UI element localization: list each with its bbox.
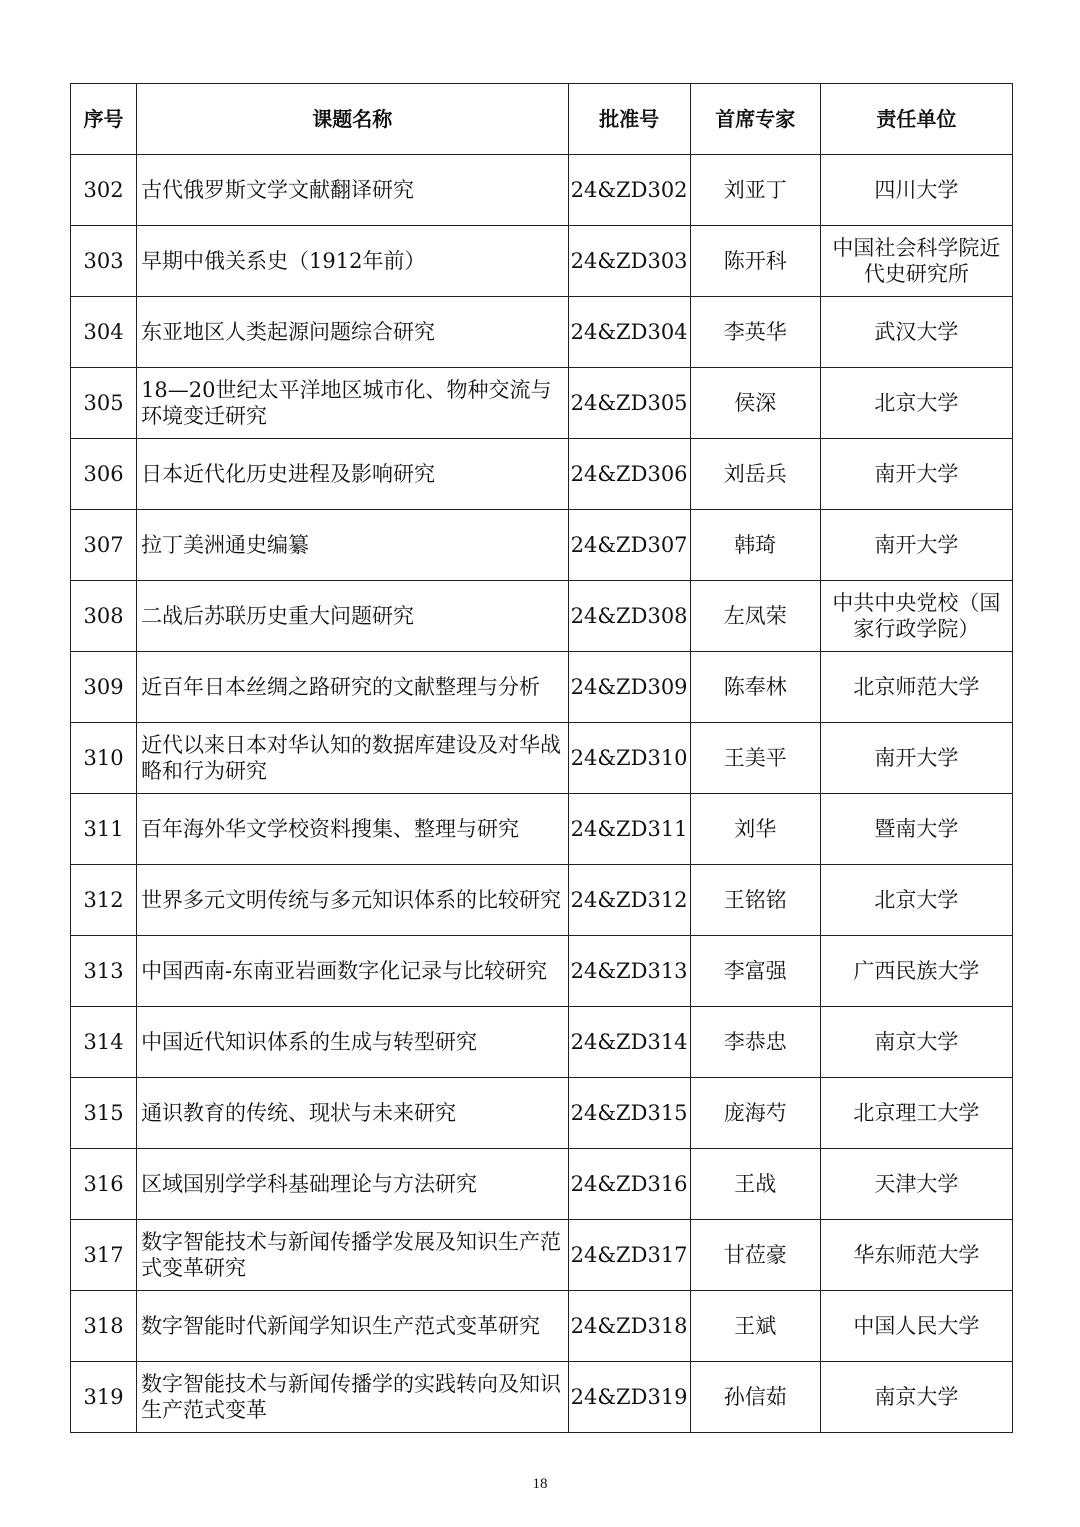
cell-title: 早期中俄关系史（1912年前） bbox=[137, 226, 568, 297]
table-row bbox=[71, 794, 1013, 865]
cell-unit: 中国社会科学院近代史研究所 bbox=[820, 226, 1012, 297]
cell-no: 312 bbox=[71, 865, 137, 936]
header-code: 批准号 bbox=[568, 84, 690, 155]
cell-unit: 华东师范大学 bbox=[820, 1220, 1012, 1291]
cell-expert: 左凤荣 bbox=[690, 581, 820, 652]
cell-unit: 广西民族大学 bbox=[820, 936, 1012, 1007]
cell-no: 304 bbox=[71, 297, 137, 368]
table-row bbox=[71, 652, 1013, 723]
cell-unit: 北京大学 bbox=[820, 865, 1012, 936]
table-row bbox=[71, 1007, 1013, 1078]
cell-expert: 庞海芍 bbox=[690, 1078, 820, 1149]
cell-no: 313 bbox=[71, 936, 137, 1007]
cell-title: 中国西南-东南亚岩画数字化记录与比较研究 bbox=[137, 936, 568, 1007]
cell-code: 24&ZD303 bbox=[568, 226, 690, 297]
cell-expert: 王战 bbox=[690, 1149, 820, 1220]
cell-expert: 李英华 bbox=[690, 297, 820, 368]
cell-expert: 陈开科 bbox=[690, 226, 820, 297]
cell-expert: 陈奉林 bbox=[690, 652, 820, 723]
cell-code: 24&ZD308 bbox=[568, 581, 690, 652]
cell-no: 307 bbox=[71, 510, 137, 581]
cell-expert: 甘莅豪 bbox=[690, 1220, 820, 1291]
header-no: 序号 bbox=[71, 84, 137, 155]
cell-code: 24&ZD305 bbox=[568, 368, 690, 439]
cell-expert: 王铭铭 bbox=[690, 865, 820, 936]
header-title: 课题名称 bbox=[137, 84, 568, 155]
cell-title: 古代俄罗斯文学文献翻译研究 bbox=[137, 155, 568, 226]
cell-no: 310 bbox=[71, 723, 137, 794]
cell-title: 数字智能技术与新闻传播学发展及知识生产范式变革研究 bbox=[137, 1220, 568, 1291]
cell-no: 316 bbox=[71, 1149, 137, 1220]
cell-code: 24&ZD313 bbox=[568, 936, 690, 1007]
cell-code: 24&ZD318 bbox=[568, 1291, 690, 1362]
cell-expert: 韩琦 bbox=[690, 510, 820, 581]
table-row bbox=[71, 510, 1013, 581]
cell-code: 24&ZD316 bbox=[568, 1149, 690, 1220]
cell-title: 二战后苏联历史重大问题研究 bbox=[137, 581, 568, 652]
cell-no: 314 bbox=[71, 1007, 137, 1078]
cell-unit: 四川大学 bbox=[820, 155, 1012, 226]
table-row bbox=[71, 865, 1013, 936]
cell-no: 302 bbox=[71, 155, 137, 226]
cell-no: 318 bbox=[71, 1291, 137, 1362]
cell-code: 24&ZD315 bbox=[568, 1078, 690, 1149]
cell-no: 319 bbox=[71, 1362, 137, 1433]
cell-code: 24&ZD309 bbox=[568, 652, 690, 723]
table-row bbox=[71, 368, 1013, 439]
cell-title: 数字智能时代新闻学知识生产范式变革研究 bbox=[137, 1291, 568, 1362]
table-row bbox=[71, 439, 1013, 510]
cell-title: 日本近代化历史进程及影响研究 bbox=[137, 439, 568, 510]
table-body bbox=[71, 155, 1013, 1433]
cell-title: 世界多元文明传统与多元知识体系的比较研究 bbox=[137, 865, 568, 936]
table-row bbox=[71, 1362, 1013, 1433]
cell-title: 数字智能技术与新闻传播学的实践转向及知识生产范式变革 bbox=[137, 1362, 568, 1433]
cell-unit: 北京大学 bbox=[820, 368, 1012, 439]
page-number: 18 bbox=[532, 1476, 548, 1492]
cell-unit: 中共中央党校（国家行政学院） bbox=[820, 581, 1012, 652]
table-row bbox=[71, 936, 1013, 1007]
header-unit: 责任单位 bbox=[820, 84, 1012, 155]
cell-unit: 武汉大学 bbox=[820, 297, 1012, 368]
cell-unit: 南开大学 bbox=[820, 723, 1012, 794]
table-row bbox=[71, 297, 1013, 368]
table-row bbox=[71, 1220, 1013, 1291]
cell-unit: 北京理工大学 bbox=[820, 1078, 1012, 1149]
cell-unit: 南京大学 bbox=[820, 1007, 1012, 1078]
cell-expert: 孙信茹 bbox=[690, 1362, 820, 1433]
cell-code: 24&ZD319 bbox=[568, 1362, 690, 1433]
cell-no: 317 bbox=[71, 1220, 137, 1291]
table-row bbox=[71, 1149, 1013, 1220]
cell-code: 24&ZD312 bbox=[568, 865, 690, 936]
cell-no: 306 bbox=[71, 439, 137, 510]
cell-code: 24&ZD311 bbox=[568, 794, 690, 865]
cell-unit: 中国人民大学 bbox=[820, 1291, 1012, 1362]
cell-expert: 刘亚丁 bbox=[690, 155, 820, 226]
cell-code: 24&ZD310 bbox=[568, 723, 690, 794]
cell-title: 区域国别学学科基础理论与方法研究 bbox=[137, 1149, 568, 1220]
cell-no: 305 bbox=[71, 368, 137, 439]
cell-title: 拉丁美洲通史编纂 bbox=[137, 510, 568, 581]
table-row bbox=[71, 155, 1013, 226]
cell-title: 近百年日本丝绸之路研究的文献整理与分析 bbox=[137, 652, 568, 723]
cell-code: 24&ZD317 bbox=[568, 1220, 690, 1291]
table-row bbox=[71, 723, 1013, 794]
cell-title: 东亚地区人类起源问题综合研究 bbox=[137, 297, 568, 368]
header-expert: 首席专家 bbox=[690, 84, 820, 155]
cell-expert: 李恭忠 bbox=[690, 1007, 820, 1078]
cell-title: 百年海外华文学校资料搜集、整理与研究 bbox=[137, 794, 568, 865]
cell-code: 24&ZD306 bbox=[568, 439, 690, 510]
cell-no: 315 bbox=[71, 1078, 137, 1149]
cell-title: 18—20世纪太平洋地区城市化、物种交流与环境变迁研究 bbox=[137, 368, 568, 439]
cell-code: 24&ZD302 bbox=[568, 155, 690, 226]
cell-unit: 北京师范大学 bbox=[820, 652, 1012, 723]
cell-no: 303 bbox=[71, 226, 137, 297]
table-row bbox=[71, 581, 1013, 652]
table-header-row bbox=[71, 84, 1013, 155]
cell-expert: 王美平 bbox=[690, 723, 820, 794]
cell-unit: 天津大学 bbox=[820, 1149, 1012, 1220]
cell-code: 24&ZD314 bbox=[568, 1007, 690, 1078]
table-row bbox=[71, 226, 1013, 297]
cell-no: 308 bbox=[71, 581, 137, 652]
cell-expert: 李富强 bbox=[690, 936, 820, 1007]
cell-code: 24&ZD307 bbox=[568, 510, 690, 581]
cell-no: 309 bbox=[71, 652, 137, 723]
cell-expert: 刘岳兵 bbox=[690, 439, 820, 510]
cell-no: 311 bbox=[71, 794, 137, 865]
cell-unit: 南京大学 bbox=[820, 1362, 1012, 1433]
cell-title: 通识教育的传统、现状与未来研究 bbox=[137, 1078, 568, 1149]
cell-title: 中国近代知识体系的生成与转型研究 bbox=[137, 1007, 568, 1078]
project-table bbox=[70, 83, 1013, 1433]
cell-expert: 刘华 bbox=[690, 794, 820, 865]
cell-expert: 王斌 bbox=[690, 1291, 820, 1362]
table-row bbox=[71, 1291, 1013, 1362]
cell-unit: 暨南大学 bbox=[820, 794, 1012, 865]
cell-expert: 侯深 bbox=[690, 368, 820, 439]
table-row bbox=[71, 1078, 1013, 1149]
cell-code: 24&ZD304 bbox=[568, 297, 690, 368]
cell-unit: 南开大学 bbox=[820, 439, 1012, 510]
cell-title: 近代以来日本对华认知的数据库建设及对华战略和行为研究 bbox=[137, 723, 568, 794]
cell-unit: 南开大学 bbox=[820, 510, 1012, 581]
